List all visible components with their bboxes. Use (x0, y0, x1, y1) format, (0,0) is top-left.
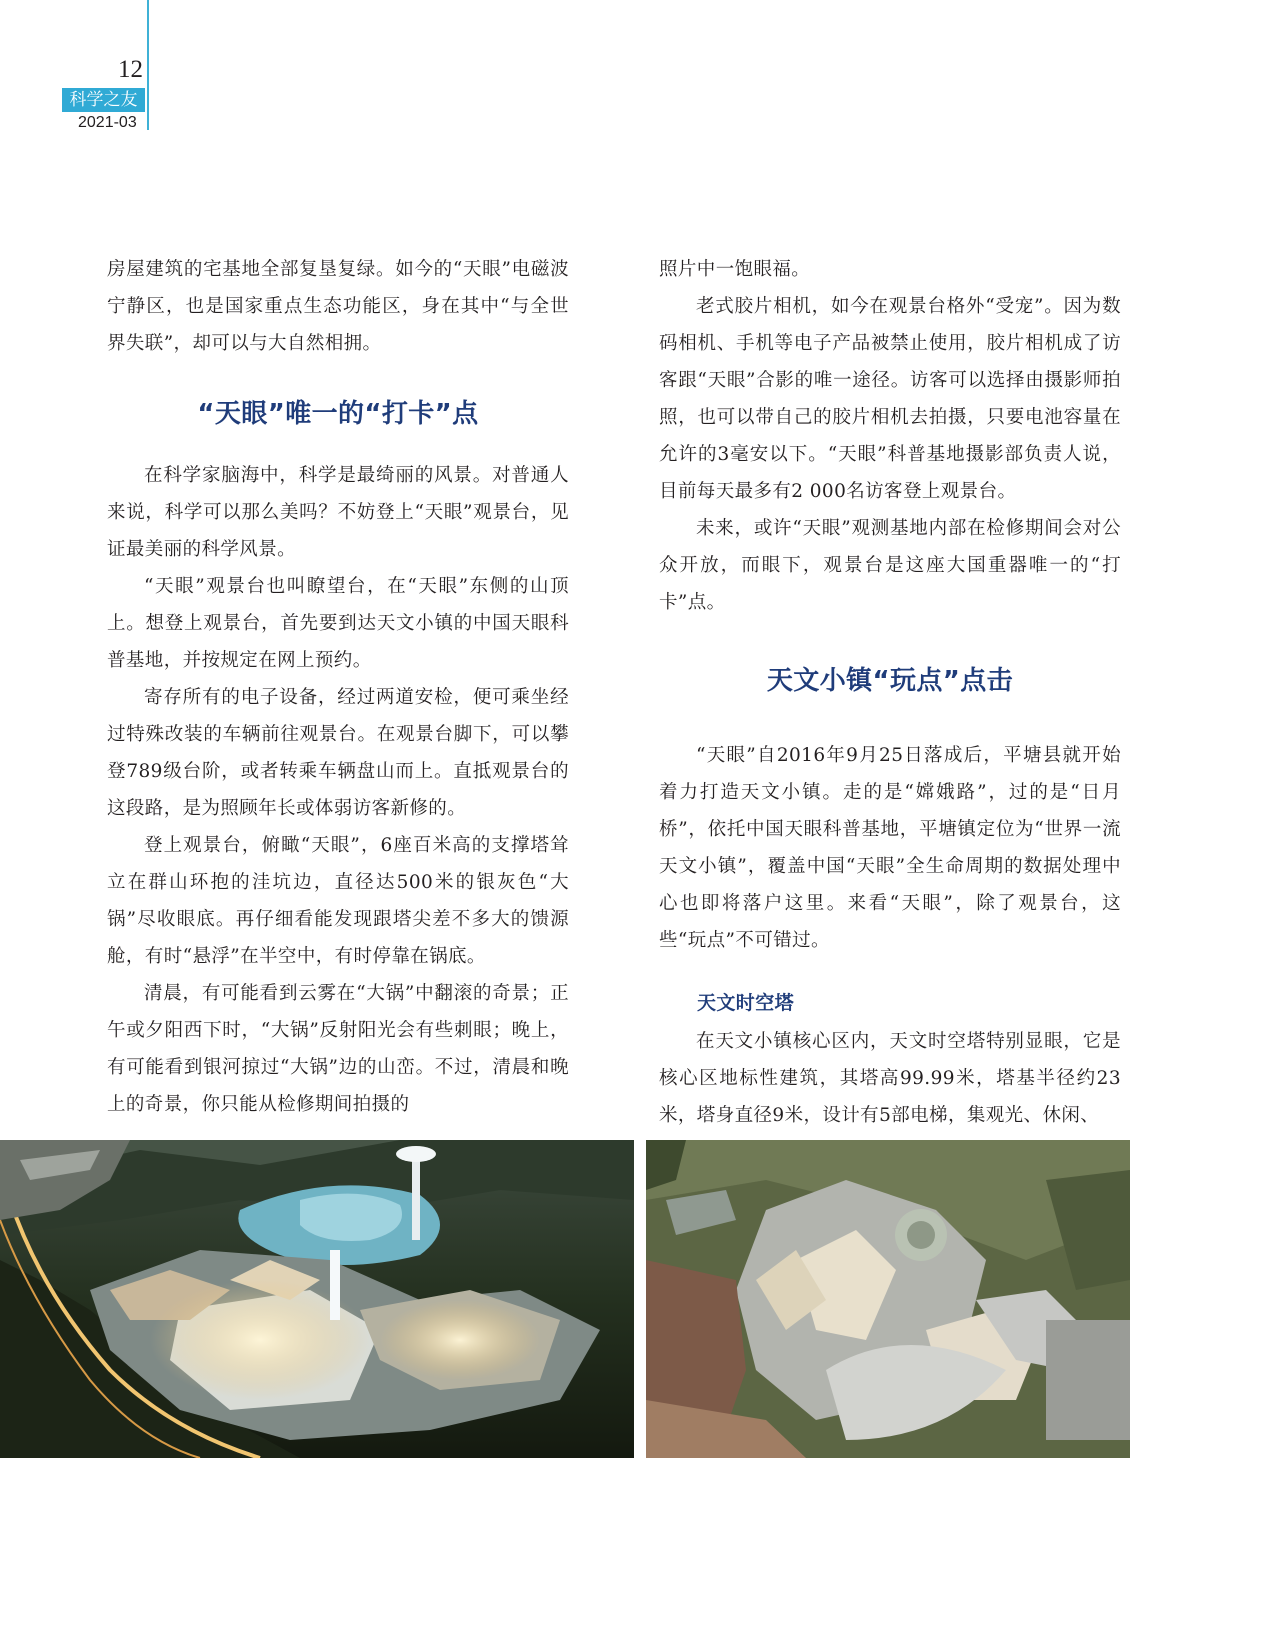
paragraph: 登上观景台，俯瞰“天眼”，6座百米高的支撑塔耸立在群山环抱的洼坑边，直径达500米的银灰色“大锅”尽收眼底。再仔细看能发现跟塔尖差不多大的馈源舱，有时“悬浮”在半空中，有时停靠在锅底。 (107, 835, 569, 967)
page-number: 12 (118, 56, 143, 83)
town-night-rendering-photo (0, 1140, 634, 1458)
paragraph: 寄存所有的电子设备，经过两道安检，便可乘坐经过特殊改装的车辆前往观景台。在观景台脚下，可以攀登789级台阶，或者转乘车辆盘山而上。直抵观景台的这段路，是为照顾年长或体弱访客新修的。 (107, 687, 569, 819)
paragraph: 老式胶片相机，如今在观景台格外“受宠”。因为数码相机、手机等电子产品被禁止使用，胶片相机成了访客跟“天眼”合影的唯一途径。访客可以选择由摄影师拍照，也可以带自己的胶片相机去拍摄，只要电池容量在允许的3毫安以下。“天眼”科普基地摄影部负责人说，目前每天最多有2 000名访客登上观景台。 (659, 296, 1121, 502)
left-column (107, 251, 569, 1123)
paragraph: 在科学家脑海中，科学是最绮丽的风景。对普通人来说，科学可以那么美吗？不妨登上“天眼”观景台，见证最美丽的科学风景。 (107, 465, 569, 560)
section-heading: 天文小镇“玩点”点击 (766, 666, 1014, 696)
paragraph: 在天文小镇核心区内，天文时空塔特别显眼，它是核心区地标性建筑，其塔高99.99米，塔基半径约23米，塔身直径9米，设计有5部电梯，集观光、休闲、 (659, 1031, 1121, 1126)
paragraph: “天眼”观景台也叫瞭望台，在“天眼”东侧的山顶上。想登上观景台，首先要到达天文小镇的中国天眼科普基地，并按规定在网上预约。 (107, 576, 569, 671)
right-column (659, 251, 1121, 1134)
paragraph: “天眼”自2016年9月25日落成后，平塘县就开始着力打造天文小镇。走的是“嫦娥路”，过的是“日月桥”，依托中国天眼科普基地，平塘镇定位为“世界一流天文小镇”，覆盖中国“天眼”全生命周期的数据处理中心也即将落户这里。来看“天眼”，除了观景台，这些“玩点”不可错过。 (659, 745, 1121, 951)
subsection-heading: 天文时空塔 (697, 992, 795, 1014)
header-rule (147, 0, 149, 130)
section-heading: “天眼”唯一的“打卡”点 (197, 399, 479, 429)
town-aerial-photo (646, 1140, 1130, 1458)
paragraph: 清晨，有可能看到云雾在“大锅”中翻滚的奇景；正午或夕阳西下时，“大锅”反射阳光会有些刺眼；晚上，有可能看到银河掠过“大锅”边的山峦。不过，清晨和晚上的奇景，你只能从检修期间拍摄的 (107, 983, 569, 1115)
paragraph: 未来，或许“天眼”观测基地内部在检修期间会对公众开放，而眼下，观景台是这座大国重器唯一的“打卡”点。 (659, 518, 1121, 613)
paragraph: 照片中一饱眼福。 (659, 259, 811, 280)
magazine-name-badge: 科学之友 (62, 88, 145, 112)
paragraph: 房屋建筑的宅基地全部复垦复绿。如今的“天眼”电磁波宁静区，也是国家重点生态功能区，身在其中“与全世界失联”，却可以与大自然相拥。 (107, 259, 569, 354)
issue-date: 2021-03 (78, 114, 137, 131)
